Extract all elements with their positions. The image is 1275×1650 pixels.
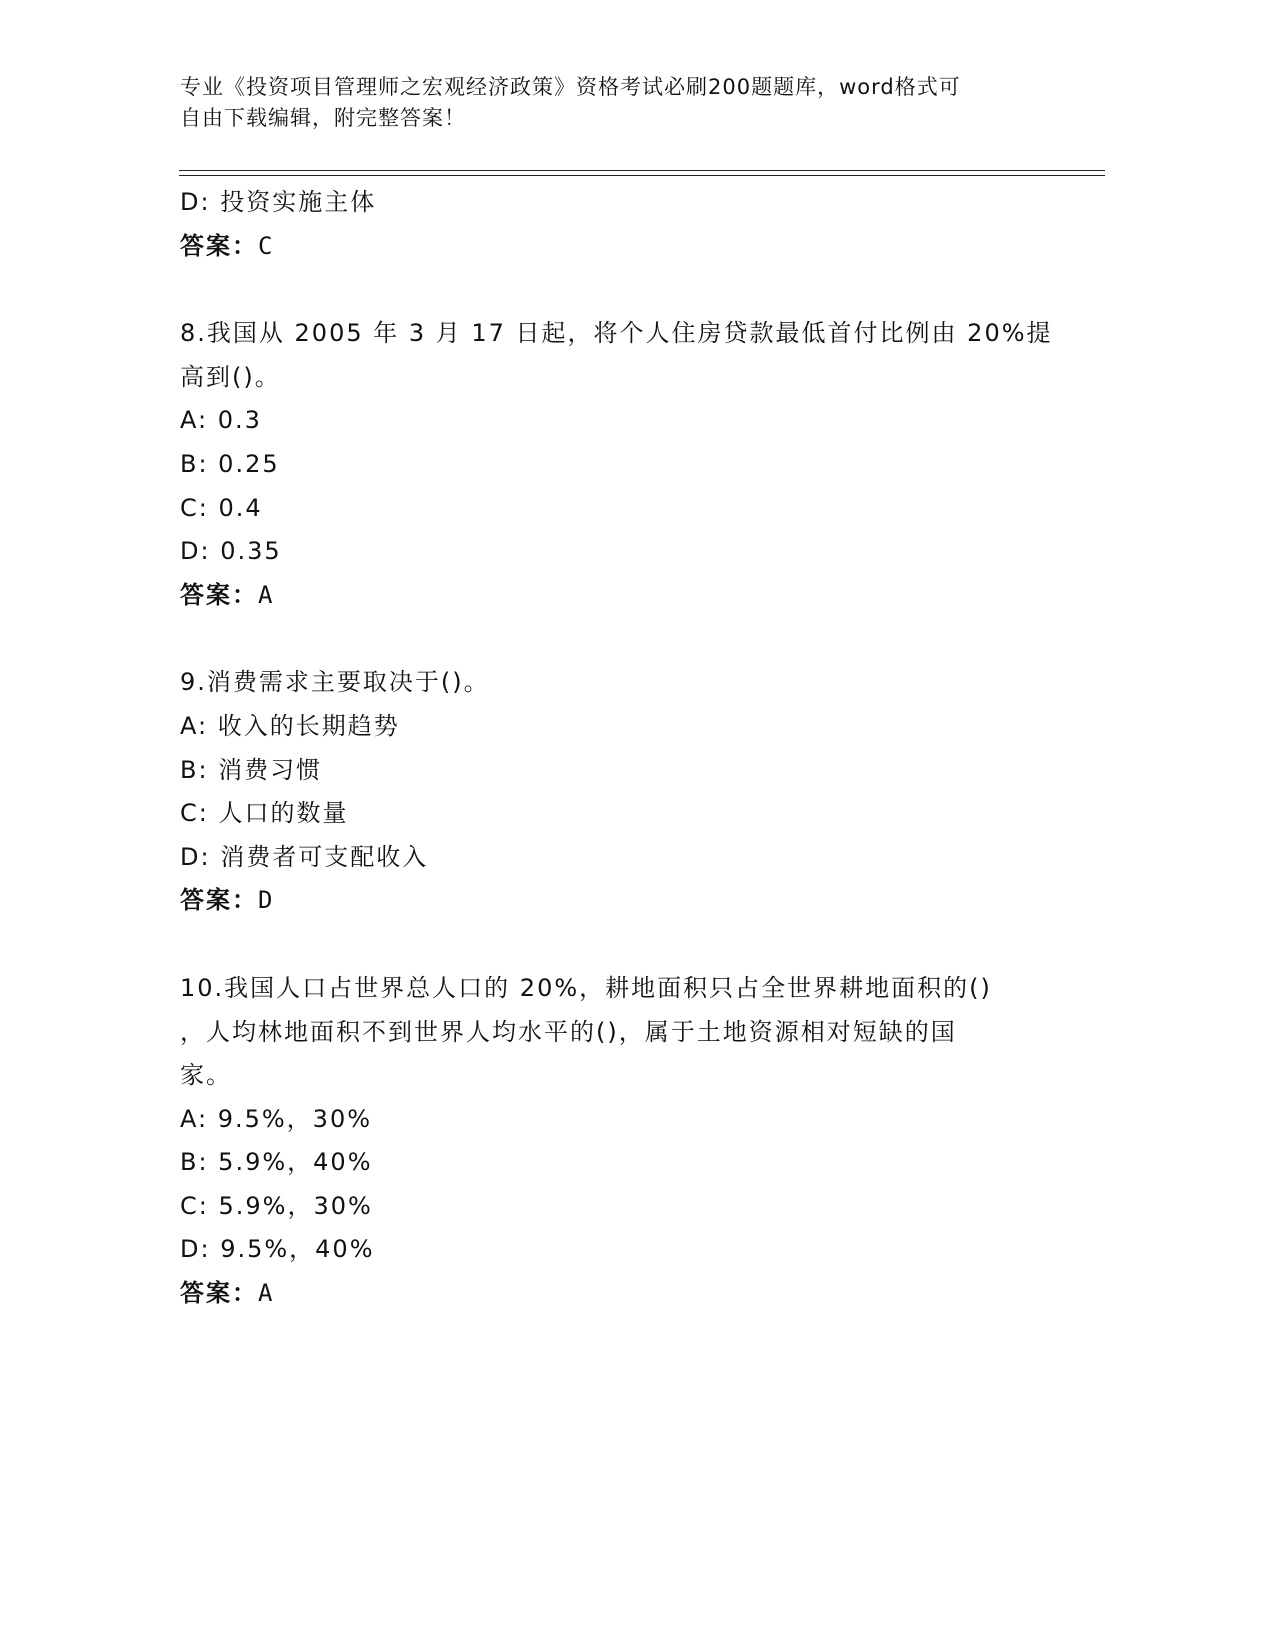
answer-label: 答案：	[180, 1279, 258, 1308]
question-stem-line: 8.我国从 2005 年 3 月 17 日起，将个人住房贷款最低首付比例由 20%提	[180, 319, 1053, 348]
option-a: A: 9.5%，30%	[180, 1104, 373, 1133]
question-spacer	[180, 268, 1050, 312]
option-b: B: 消费习惯	[180, 755, 323, 784]
prev-option-d: D: 投资实施主体	[180, 188, 377, 216]
option-d: D: 9.5%，40%	[180, 1235, 375, 1264]
header-divider-top	[179, 170, 1105, 171]
answer-label: 答案：	[180, 580, 258, 609]
answer-value: D	[258, 886, 275, 915]
question-10	[180, 967, 1050, 1316]
header-divider-bottom	[179, 175, 1105, 176]
option-c: C: 人口的数量	[180, 799, 349, 828]
header-line-1: 专业《投资项目管理师之宏观经济政策》资格考试必刷200题题库，word格式可	[180, 75, 961, 99]
answer-label: 答案：	[180, 231, 258, 260]
option-a: A: 收入的长期趋势	[180, 711, 400, 740]
option-c: C: 0.4	[180, 493, 263, 522]
document-header	[180, 72, 1040, 134]
option-c: C: 5.9%，30%	[180, 1191, 373, 1220]
answer	[180, 1272, 1050, 1316]
option-d: D: 消费者可支配收入	[180, 842, 429, 871]
question-8	[180, 312, 1053, 617]
question-list	[180, 181, 1053, 1316]
option-a: A: 0.3	[180, 406, 262, 435]
option-d: D: 0.35	[180, 537, 282, 566]
question-spacer	[180, 617, 1050, 661]
prev-answer	[180, 225, 1050, 269]
question-stem-line: 9.消费需求主要取决于()。	[180, 668, 490, 697]
answer	[180, 879, 1050, 923]
answer	[180, 574, 1050, 618]
option-b: B: 5.9%，40%	[180, 1148, 373, 1177]
answer-value: C	[258, 231, 275, 260]
header-line-2: 自由下载编辑，附完整答案！	[180, 106, 466, 130]
question-stem-line: 家。	[180, 1061, 232, 1090]
answer-value: A	[258, 1279, 275, 1308]
answer-value: A	[258, 580, 275, 609]
answer-label: 答案：	[180, 886, 258, 915]
question-stem-line: ，人均林地面积不到世界人均水平的()，属于土地资源相对短缺的国	[180, 1017, 957, 1046]
question-9	[180, 661, 1050, 923]
option-b: B: 0.25	[180, 449, 280, 478]
question-spacer	[180, 923, 1050, 967]
question-stem-line: 高到()。	[180, 362, 281, 391]
question-stem-line: 10.我国人口占世界总人口的 20%，耕地面积只占全世界耕地面积的()	[180, 973, 992, 1002]
